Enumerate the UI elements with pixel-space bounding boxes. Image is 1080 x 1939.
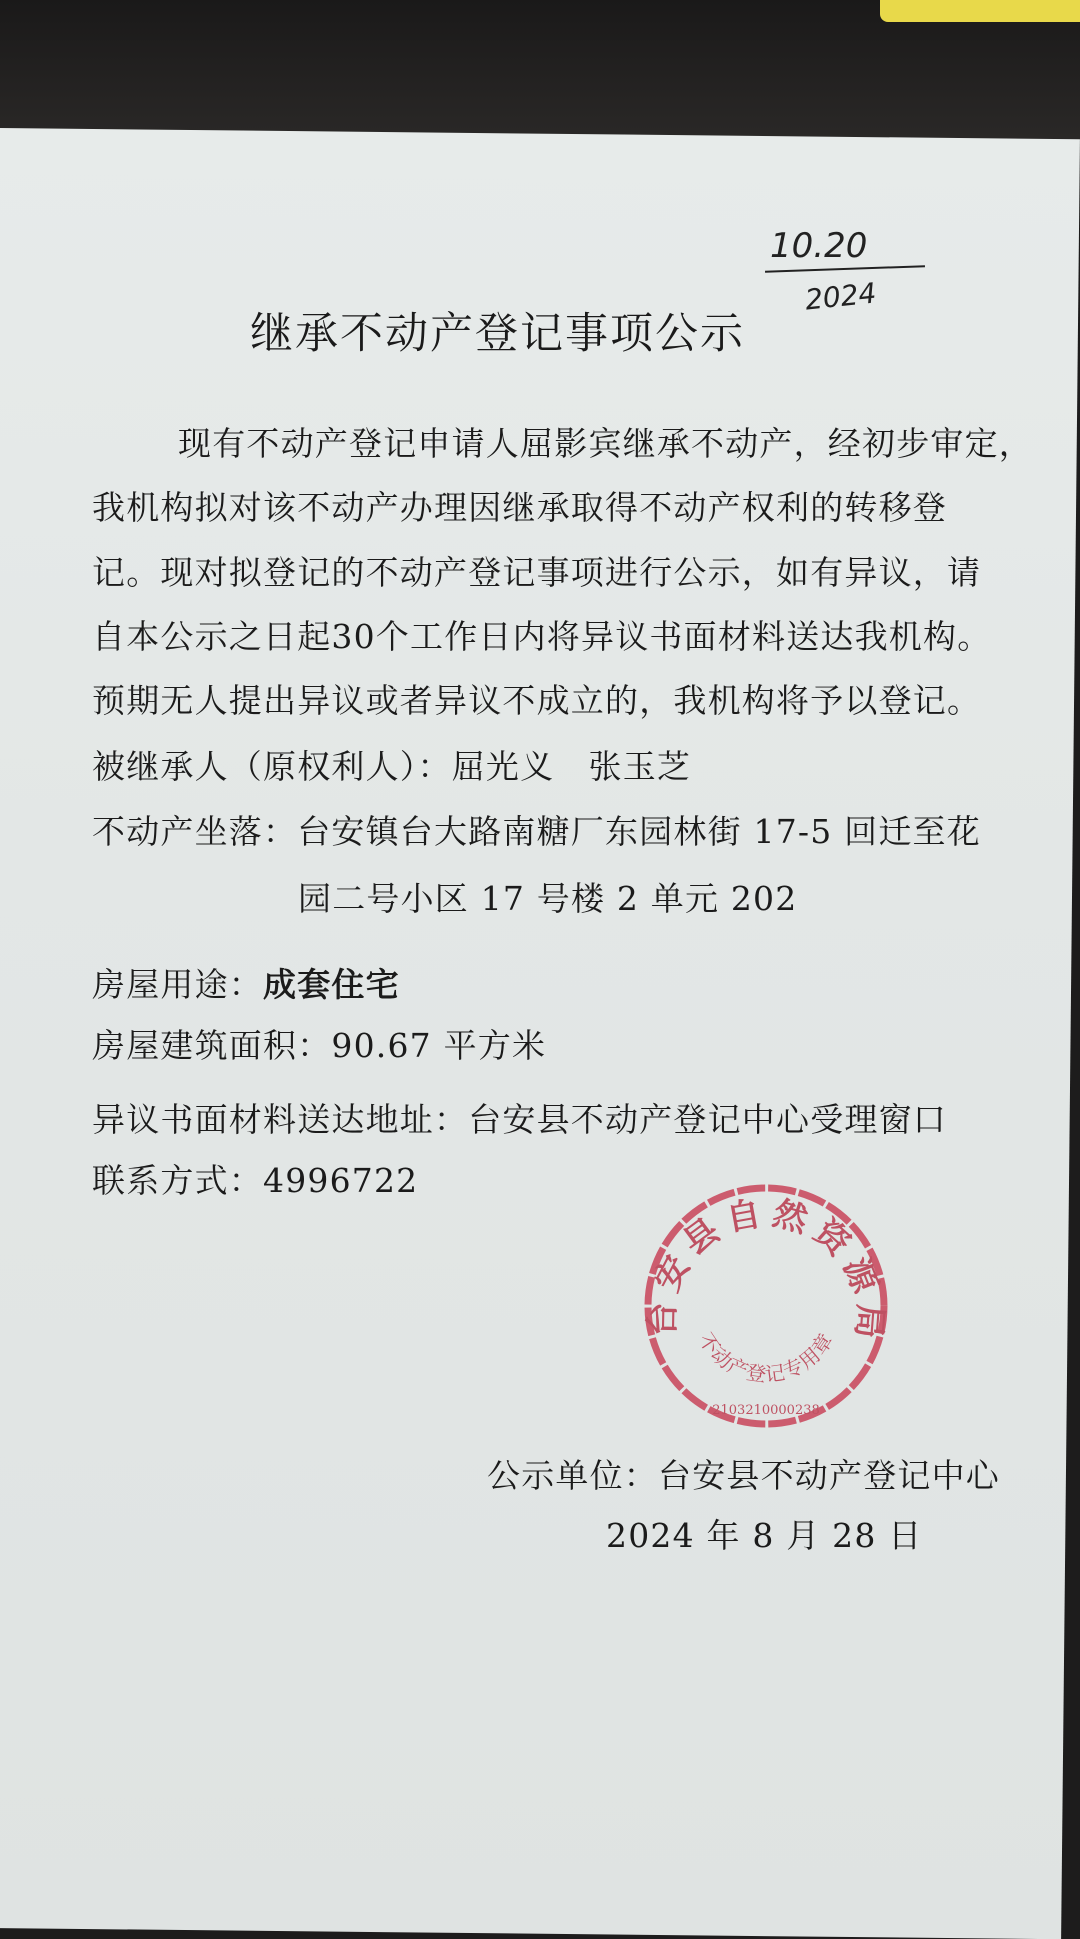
issuing-unit: 公示单位：台安县不动产登记中心 bbox=[487, 1456, 1000, 1495]
seal-outer-text: 台安县自然资源局 bbox=[642, 1192, 891, 1348]
area-value: 90.67 平方米 bbox=[331, 1026, 547, 1065]
location-value-cont: 园二号小区 17 号楼 2 单元 202 bbox=[298, 879, 798, 918]
location-label: 不动产坐落： bbox=[92, 812, 298, 851]
official-seal bbox=[640, 1180, 892, 1432]
seal-number: 2103210000238 bbox=[712, 1403, 820, 1418]
address-label: 异议书面材料送达地址： bbox=[92, 1100, 469, 1139]
body-line: 记。现对拟登记的不动产登记事项进行公示，如有异议，请 bbox=[92, 553, 982, 592]
heir-field bbox=[92, 741, 691, 788]
handwritten-date-bottom: 2024 bbox=[803, 276, 878, 317]
usage-field bbox=[92, 959, 400, 1006]
contact-field bbox=[92, 1155, 418, 1202]
area-field bbox=[92, 1020, 546, 1067]
contact-label: 联系方式： bbox=[92, 1161, 263, 1200]
heir-value: 屈光义 张玉芝 bbox=[451, 747, 692, 786]
address-field bbox=[92, 1094, 947, 1141]
heir-label: 被继承人（原权利人）： bbox=[92, 747, 452, 786]
body-line: 我机构拟对该不动产办理因继承取得不动产权利的转移登 bbox=[92, 488, 947, 527]
usage-value: 成套住宅 bbox=[263, 965, 400, 1004]
document-title: 继承不动产登记事项公示 bbox=[250, 309, 745, 359]
address-value: 台安县不动产登记中心受理窗口 bbox=[468, 1100, 948, 1139]
area-label: 房屋建筑面积： bbox=[92, 1026, 332, 1065]
location-field bbox=[92, 806, 981, 853]
body-line: 现有不动产登记申请人屈影宾继承不动产，经初步审定， bbox=[178, 424, 1033, 463]
contact-value: 4996722 bbox=[263, 1161, 419, 1200]
seal-inner-text: 不动产登记专用章 bbox=[693, 1328, 839, 1387]
yellow-object bbox=[880, 0, 1080, 22]
body-line: 自本公示之日起30个工作日内将异议书面材料送达我机构。 bbox=[92, 617, 992, 656]
handwritten-date-top: 10.20 bbox=[770, 226, 868, 266]
issue-date: 2024 年 8 月 28 日 bbox=[606, 1516, 923, 1555]
location-value: 台安镇台大路南糖厂东园林街 17-5 回迁至花 bbox=[297, 812, 981, 851]
usage-label: 房屋用途： bbox=[92, 965, 263, 1004]
body-line: 预期无人提出异议或者异议不成立的，我机构将予以登记。 bbox=[92, 681, 982, 720]
